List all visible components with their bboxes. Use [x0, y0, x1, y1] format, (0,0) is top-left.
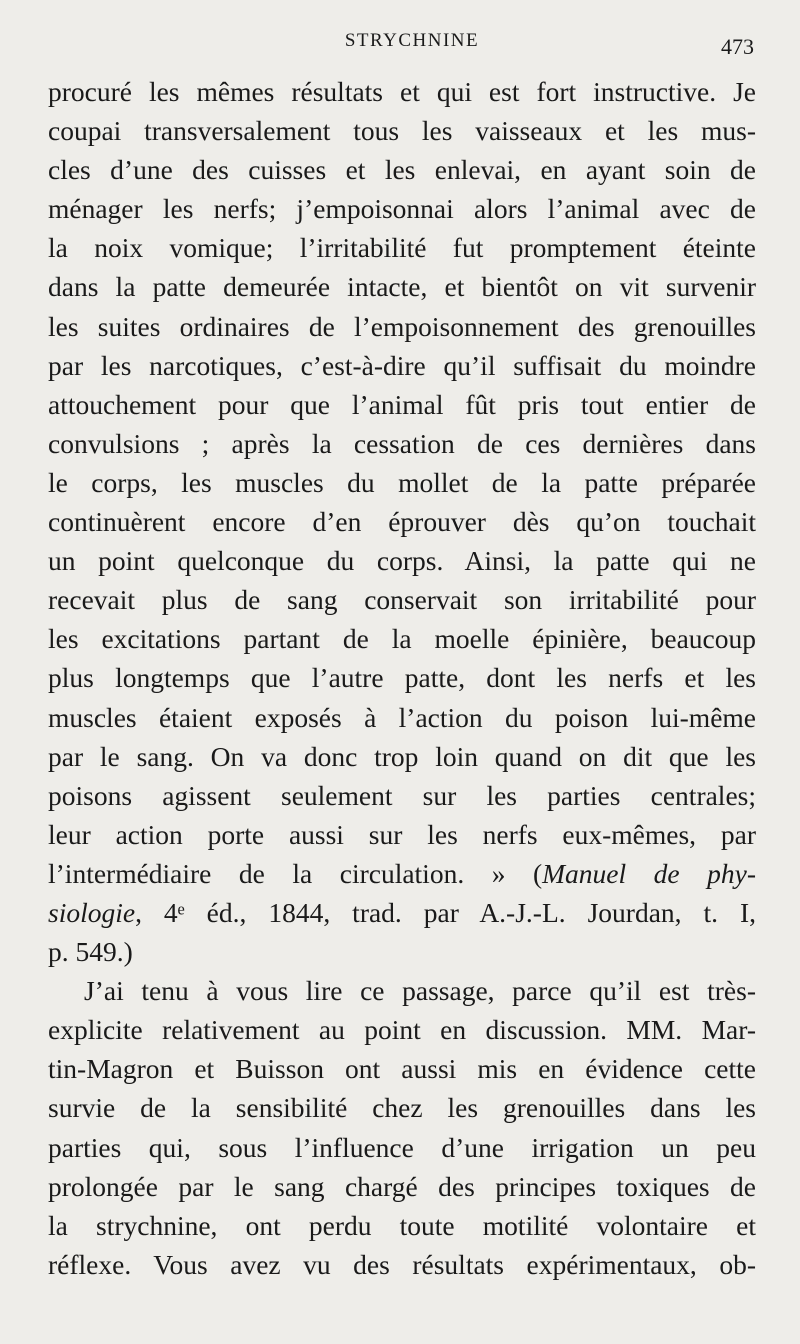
- text-line: muscles étaient exposés à l’action du poison lui-même: [48, 701, 756, 733]
- citation-title: siologie: [48, 896, 136, 928]
- text-line: leur action porte aussi sur les nerfs eux-mêmes, par: [48, 818, 756, 850]
- text-line: réflexe. Vous avez vu des résultats expérimentaux, ob-: [48, 1248, 756, 1280]
- citation-text: , 4ᵉ éd., 1844, trad. par A.-J.-L. Jourdan, t. I,: [135, 896, 756, 928]
- text-line: un point quelconque du corps. Ainsi, la patte qui ne: [48, 545, 756, 577]
- citation-title: Manuel de phy-: [542, 857, 756, 889]
- text-line: la noix vomique; l’irritabilité fut promptement éteinte: [48, 232, 756, 264]
- text-line: le corps, les muscles du mollet de la patte préparée: [48, 466, 756, 498]
- text-line: les suites ordinaires de l’empoisonnement des grenouilles: [48, 310, 756, 342]
- running-title: STRYCHNINE: [344, 30, 480, 51]
- citation-line: [48, 893, 756, 932]
- text-line: procuré les mêmes résultats et qui est fort instructive. Je: [48, 76, 756, 107]
- paragraph-first-line: J’ai tenu à vous lire ce passage, parce qu’il est très-: [84, 975, 756, 1007]
- text-line: recevait plus de sang conservait son irritabilité pour: [48, 584, 756, 616]
- text-line: explicite relativement au point en discussion. MM. Mar-: [48, 1014, 756, 1046]
- text-line: coupai transversalement tous les vaisseaux et les mus-: [48, 115, 756, 147]
- text-line: dans la patte demeurée intacte, et bientôt on vit survenir: [48, 271, 756, 303]
- citation-text: l’intermédiaire de la circulation. » (: [48, 857, 543, 889]
- page-number: 473: [721, 34, 754, 59]
- text-line: tin-Magron et Buisson ont aussi mis en évidence cette: [48, 1053, 756, 1085]
- text-line: convulsions ; après la cessation de ces dernières dans: [48, 427, 756, 459]
- text-line: ménager les nerfs; j’empoisonnai alors l’animal avec de: [48, 193, 756, 225]
- citation-line: p. 549.): [48, 936, 133, 968]
- text-line: poisons agissent seulement sur les parties centrales;: [48, 779, 756, 811]
- citation-line: [48, 854, 756, 893]
- page-header: [48, 30, 756, 60]
- text-line: par le sang. On va donc trop loin quand on dit que les: [48, 740, 756, 772]
- text-line: la strychnine, ont perdu toute motilité volontaire et: [48, 1209, 756, 1241]
- text-line: cles d’une des cuisses et les enlevai, en ayant soin de: [48, 154, 756, 186]
- text-line: parties qui, sous l’influence d’une irrigation un peu: [48, 1131, 756, 1163]
- text-line: attouchement pour que l’animal fût pris tout entier de: [48, 388, 756, 420]
- text-line: plus longtemps que l’autre patte, dont les nerfs et les: [48, 662, 756, 694]
- text-line: survie de la sensibilité chez les grenouilles dans les: [48, 1092, 756, 1124]
- text-line: les excitations partant de la moelle épinière, beaucoup: [48, 623, 756, 655]
- text-line: continuèrent encore d’en éprouver dès qu’on touchait: [48, 506, 756, 538]
- body-text: [48, 72, 756, 1284]
- text-line: par les narcotiques, c’est-à-dire qu’il suffisait du moindre: [48, 349, 756, 381]
- text-line: prolongée par le sang chargé des principes toxiques de: [48, 1170, 756, 1202]
